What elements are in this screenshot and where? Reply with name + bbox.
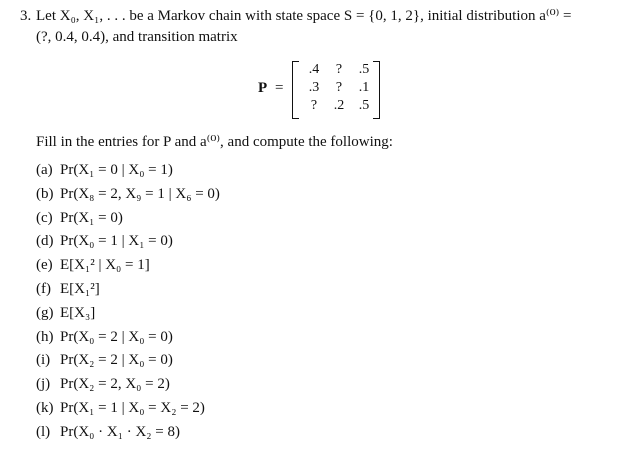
part-label: (j) (36, 376, 51, 393)
parts-list (36, 161, 220, 447)
list-item (36, 328, 220, 352)
matrix-label: P (258, 80, 268, 96)
list-item (36, 304, 220, 328)
intro-line-1: Let X₀, X₁, . . . be a Markov chain with state space S = {0, 1, 2}, initial distribution a⁽⁰⁾ = (36, 8, 572, 24)
list-item (36, 399, 220, 423)
part-text: Pr(X₈ = 2, X₉ = 1 | X₆ = 0) (60, 185, 220, 202)
part-text: Pr(X₂ = 2, X₀ = 2) (60, 376, 170, 393)
list-item (36, 161, 220, 185)
list-item (36, 280, 220, 304)
part-label: (f) (36, 280, 51, 297)
part-text: Pr(X₀ · X₁ · X₂ = 8) (60, 423, 180, 440)
part-text: E[X₁² | X₀ = 1] (60, 257, 150, 274)
matrix-entries (302, 62, 376, 116)
part-label: (e) (36, 257, 53, 274)
list-item (36, 256, 220, 280)
part-text: Pr(X₂ = 2 | X₀ = 0) (60, 352, 173, 369)
matrix-cell: ? (310, 98, 318, 113)
matrix-left-bracket (292, 61, 299, 119)
part-label: (g) (36, 304, 54, 321)
part-text: Pr(X₀ = 2 | X₀ = 0) (60, 328, 173, 345)
matrix-cell: .1 (358, 80, 370, 95)
matrix-cell: .4 (308, 62, 320, 77)
matrix-cell: .5 (358, 98, 370, 113)
list-item (36, 351, 220, 375)
matrix-cell: ? (335, 62, 343, 77)
part-text: Pr(X₀ = 1 | X₁ = 0) (60, 233, 173, 250)
list-item (36, 375, 220, 399)
list-item (36, 232, 220, 256)
matrix-right-bracket (373, 61, 380, 119)
part-label: (i) (36, 352, 51, 369)
problem-number: 3. (20, 8, 32, 24)
part-label: (a) (36, 162, 53, 178)
part-label: (h) (36, 328, 54, 345)
list-item (36, 423, 220, 447)
matrix-equals-sign: = (275, 80, 284, 96)
part-text: Pr(X₁ = 0 | X₀ = 1) (60, 162, 173, 178)
part-text: E[X₃] (60, 304, 96, 321)
intro-line-2: (?, 0.4, 0.4), and transition matrix (36, 29, 238, 45)
part-text: Pr(X₁ = 1 | X₀ = X₂ = 2) (60, 399, 205, 416)
list-item (36, 185, 220, 209)
part-label: (l) (36, 423, 51, 440)
part-text: E[X₁²] (60, 280, 100, 297)
matrix-cell: .2 (333, 98, 345, 113)
part-label: (c) (36, 209, 53, 226)
matrix-cell: ? (335, 80, 343, 95)
part-text: Pr(X₁ = 0) (60, 209, 123, 226)
part-label: (d) (36, 233, 54, 250)
list-item (36, 209, 220, 233)
part-label: (b) (36, 185, 54, 202)
matrix-cell: .5 (358, 62, 370, 77)
part-label: (k) (36, 399, 54, 416)
matrix-cell: .3 (308, 80, 320, 95)
instruction-text: Fill in the entries for P and a⁽⁰⁾, and compute the following: (36, 134, 393, 150)
